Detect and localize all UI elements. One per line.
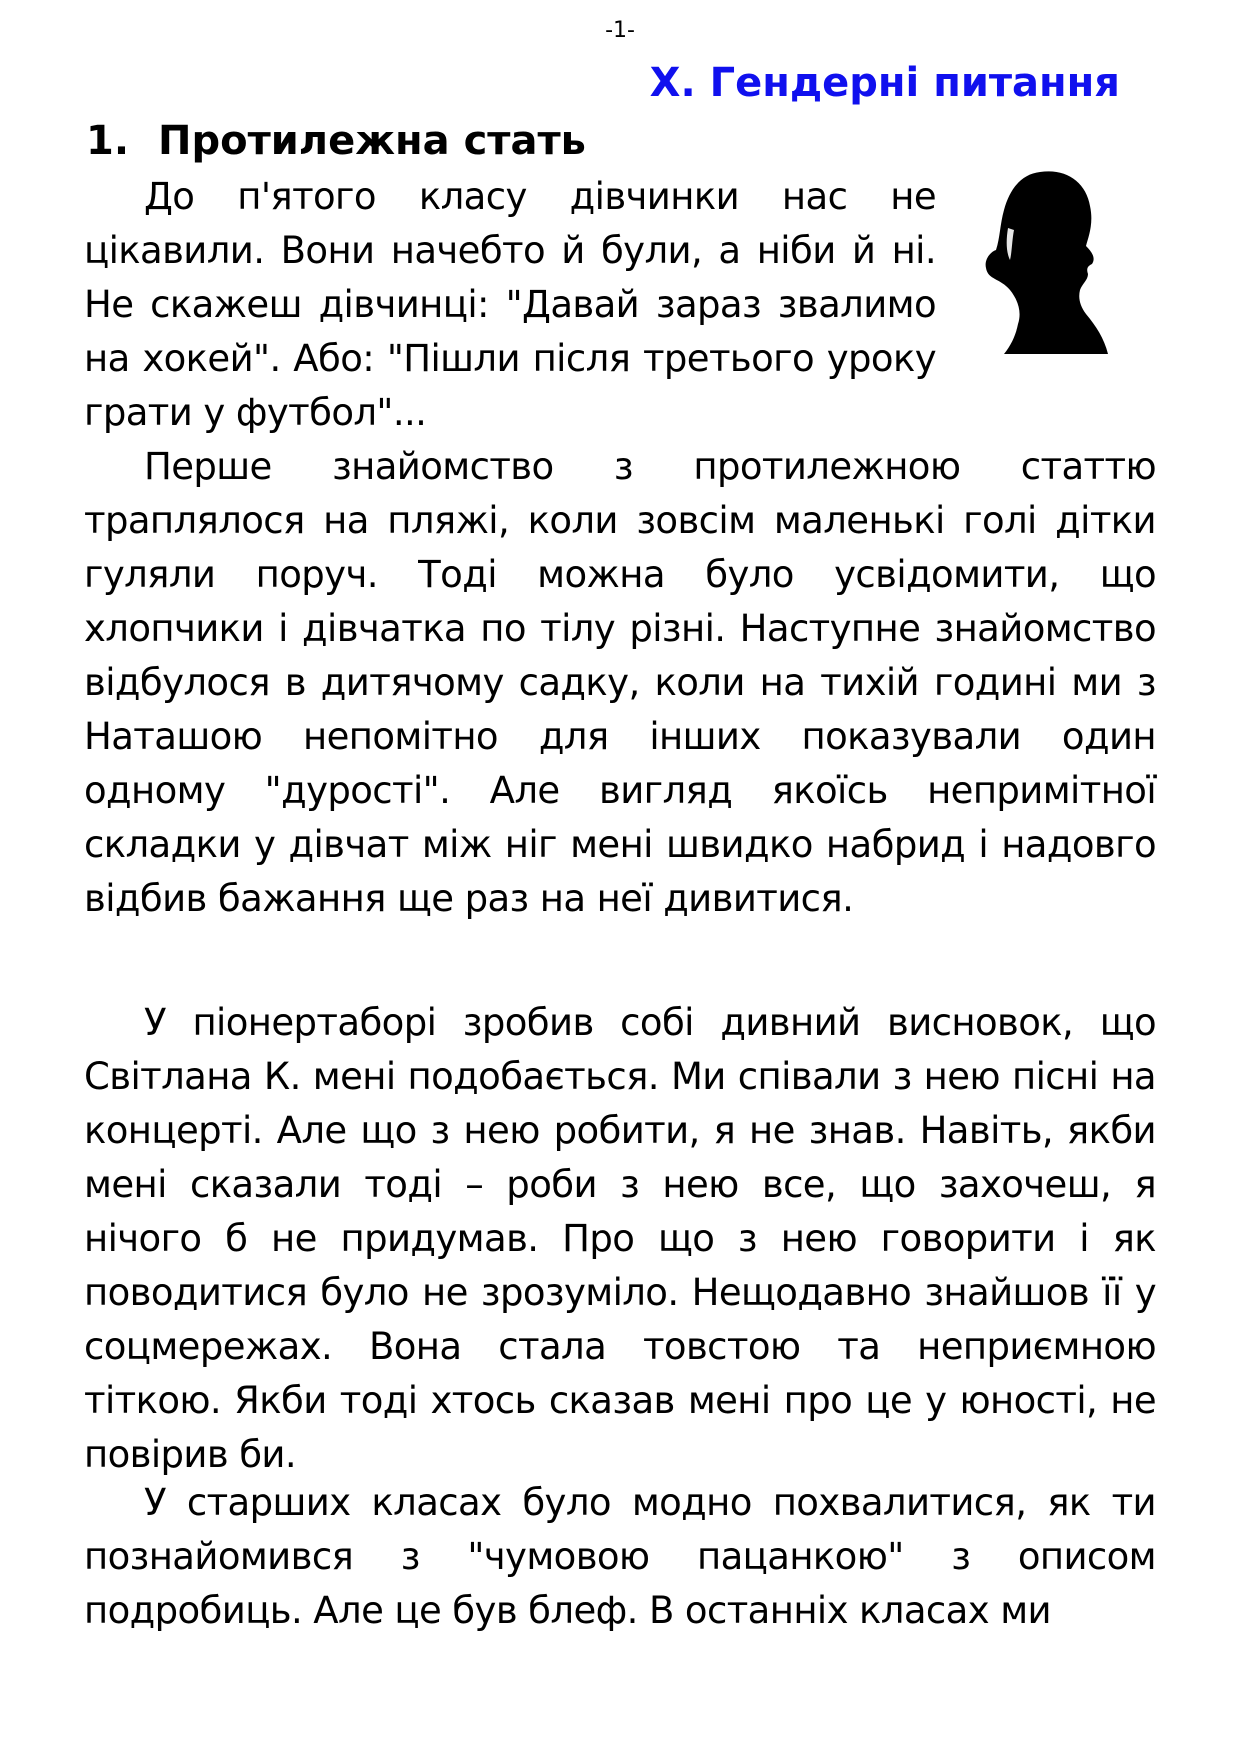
paragraph-3 <box>84 996 1156 1482</box>
page-number: -1- <box>605 18 635 43</box>
paragraph-text: У піонертаборі зробив собі дивний висновок, що Світлана К. мені подобається. Ми співали з нею пісні на концерті. Але що з нею робити, я не знав. Навіть, якби мені сказали тоді – роби з нею все, що захочеш, я нічого б не придумав. Про що з нею говорити і як поводитися було не зрозуміло. Нещодавно знайшов її у соцмережах. Вона стала товстою та неприємною тіткою. Якби тоді хтось сказав мені про це у юності, не повірив би. <box>84 1001 1156 1476</box>
paragraph-1 <box>84 170 936 440</box>
paragraph-text: Перше знайомство з протилежною статтю траплялося на пляжі, коли зовсім маленькі голі дітки гуляли поруч. Тоді можна було усвідомити, що хлопчики і дівчатка по тілу різні. Наступне знайомство відбулося в дитячому садку, коли на тихій годині ми з Наташою непомітно для інших показували один одному "дурості". Але вигляд якоїсь непримітної складки у дівчат між ніг мені швидко набрид і надовго відбив бажання ще раз на неї дивитися. <box>84 445 1156 920</box>
paragraph-2 <box>84 440 1156 926</box>
section-number: 1. <box>86 118 130 164</box>
chapter-title: X. Гендерні питання <box>649 60 1120 106</box>
section-heading <box>86 118 586 164</box>
woman-silhouette-icon <box>982 168 1112 354</box>
section-title: Протилежна стать <box>158 118 586 164</box>
paragraph-4 <box>84 1476 1156 1638</box>
paragraph-text: До п'ятого класу дівчинки нас не цікавили. Вони начебто й були, а ніби й ні. Не скажеш дівчинці: "Давай зараз звалимо на хокей". Або: "Пішли після третього уроку грати у футбол"... <box>84 175 936 434</box>
paragraph-text: У старших класах було модно похвалитися, як ти познайомився з "чумовою пацанкою" з описом подробиць. Але це був блеф. В останніх класах ми <box>84 1481 1156 1632</box>
